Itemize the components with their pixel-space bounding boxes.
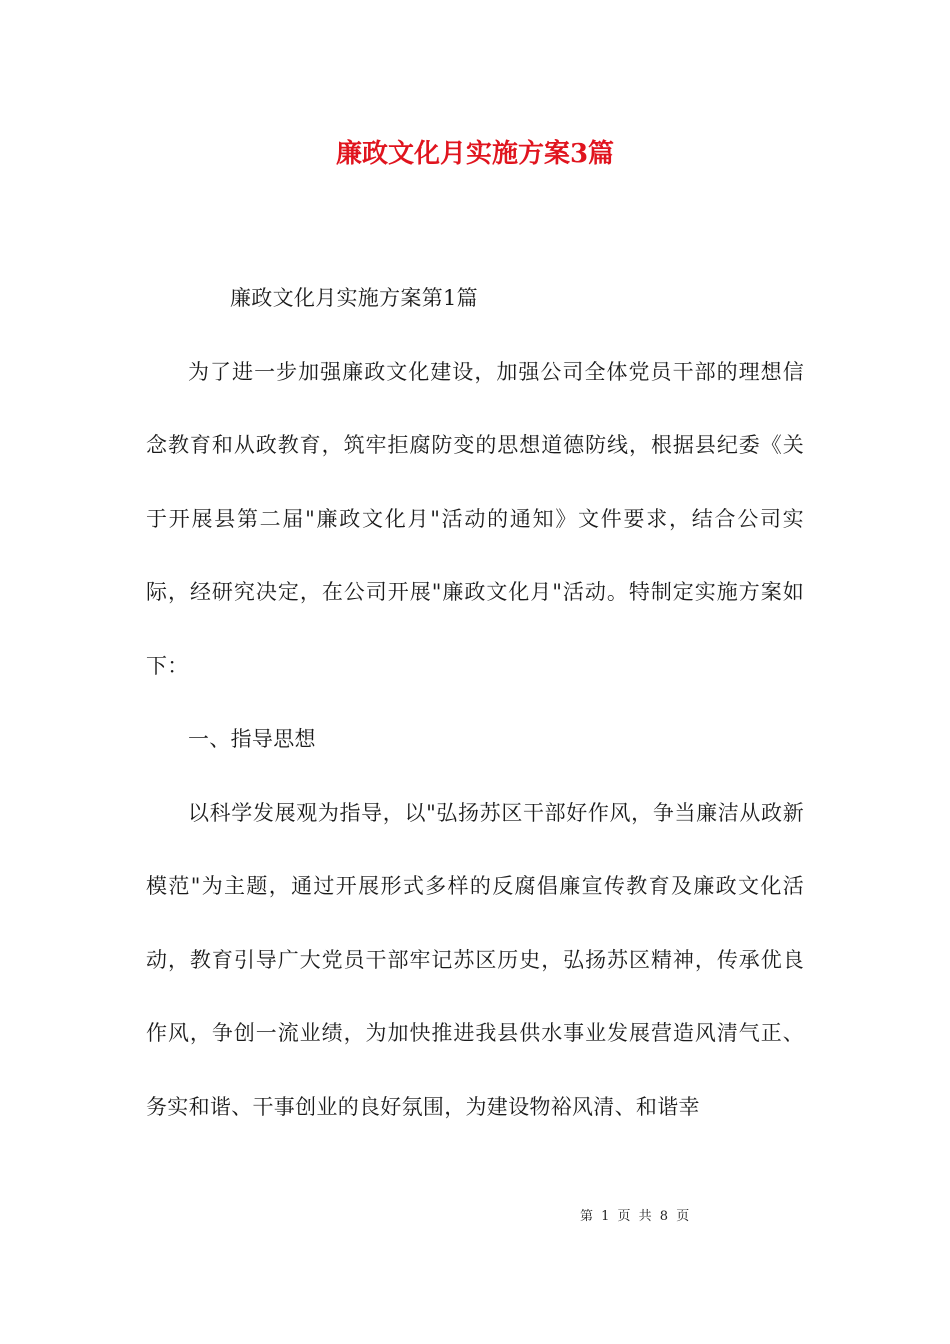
paragraph-intro: 为了进一步加强廉政文化建设，加强公司全体党员干部的理想信念教育和从政教育，筑牢拒腐防变的思想道德防线，根据县纪委《关于开展县第二届"廉政文化月"活动的通知》文件要求，结合公司实际，经研究决定，在公司开展"廉政文化月"活动。特制定实施方案如下： [146,359,804,678]
paragraph-guiding-ideology: 以科学发展观为指导，以"弘扬苏区干部好作风，争当廉洁从政新模范"为主题，通过开展形式多样的反腐倡廉宣传教育及廉政文化活动，教育引导广大党员干部牢记苏区历史，弘扬苏区精神，传承优良作风，争创一流业绩，为加快推进我县供水事业发展营造风清气正、务实和谐、干事创业的良好氛围，为建设物裕风清、和谐幸 [146,800,804,1119]
section-title: 廉政文化月实施方案第1篇 [230,286,478,310]
page-number-footer: 第 1 页 共 8 页 [580,1209,690,1224]
heading-guiding-ideology: 一、指导思想 [188,727,316,751]
document-body [146,262,804,1144]
document-title: 廉政文化月实施方案3篇 [335,139,615,169]
